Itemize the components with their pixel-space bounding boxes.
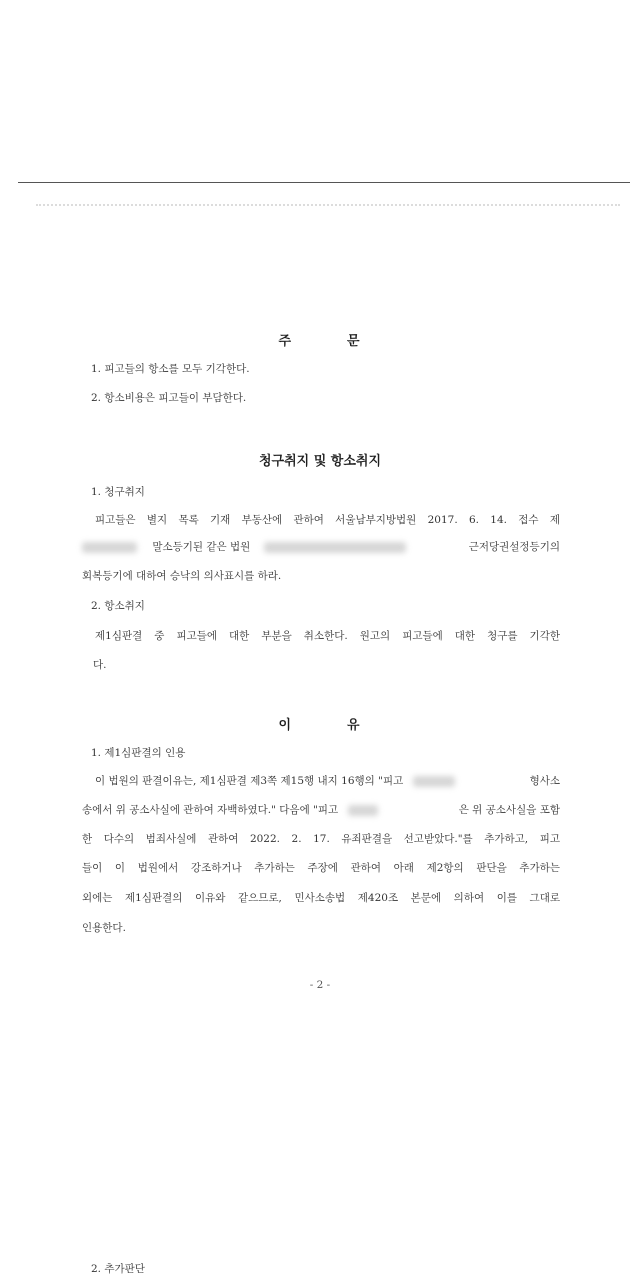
reasons-line-2-part-a: 송에서 위 공소사실에 관하여 자백하였다." 다음에 "피고	[82, 804, 339, 816]
claim-line-2-part-b: 근저당권설정등기의	[468, 541, 560, 553]
claims-heading: 청구취지 및 항소취지	[258, 454, 382, 469]
appeal-label: 2. 항소취지	[91, 600, 145, 612]
order-heading-char-1: 주	[278, 334, 293, 349]
claim-line-3: 회복등기에 대하여 승낙의 의사표시를 하라.	[82, 570, 282, 582]
reasons-heading-char-1: 이	[278, 718, 293, 733]
redacted-block	[348, 805, 378, 816]
redacted-block	[413, 776, 455, 787]
reasons-line-1-part-b: 형사소	[529, 775, 560, 787]
page-break-line	[36, 204, 620, 206]
order-item-1: 1. 피고들의 항소를 모두 기각한다.	[91, 363, 250, 375]
reasons-line-1	[95, 773, 560, 788]
claim-label: 1. 청구취지	[91, 486, 145, 498]
reasons-heading-char-2: 유	[347, 718, 362, 733]
claim-line-2	[82, 539, 560, 554]
order-heading-char-2: 문	[347, 334, 362, 349]
reasons-heading	[0, 714, 640, 733]
reasons-line-4: 들이 이 법원에서 강조하거나 추가하는 주장에 관하여 아래 제2항의 판단을 추가하는	[82, 862, 560, 874]
reasons-line-5: 외에는 제1심판결의 이유와 같으므로, 민사소송법 제420조 본문에 의하여 이를 그대로	[82, 892, 560, 904]
claim-line-1: 피고들은 별지 목록 기재 부동산에 관하여 서울남부지방법원 2017. 6. 14. 접수 제	[95, 514, 560, 526]
reasons-line-2	[82, 802, 560, 817]
reasons-line-6: 인용한다.	[82, 922, 126, 934]
reasons-line-1-part-a: 이 법원의 판결이유는, 제1심판결 제3쪽 제15행 내지 16행의 "피고	[95, 775, 404, 787]
claim-line-2-part-a: 말소등기된 같은 법원	[152, 541, 251, 553]
appeal-line-1: 제1심판결 중 피고들에 대한 부분을 취소한다. 원고의 피고들에 대한 청구를 기각한	[95, 630, 560, 642]
redacted-block	[264, 542, 406, 553]
order-heading	[0, 330, 640, 349]
next-section-label: 2. 추가판단	[91, 1263, 145, 1275]
page-number: - 2 -	[309, 979, 331, 991]
reasons-line-2-part-b: 은 위 공소사실을 포함	[458, 804, 560, 816]
reasons-sub-label: 1. 제1심판결의 인용	[91, 747, 186, 759]
order-item-2: 2. 항소비용은 피고들이 부담한다.	[91, 392, 247, 404]
reasons-line-3: 한 다수의 범죄사실에 관하여 2022. 2. 17. 유죄판결을 선고받았다."를 추가하고, 피고	[82, 833, 560, 845]
redacted-block	[82, 542, 137, 553]
appeal-line-2: 다.	[93, 659, 107, 671]
top-rule	[18, 182, 630, 183]
